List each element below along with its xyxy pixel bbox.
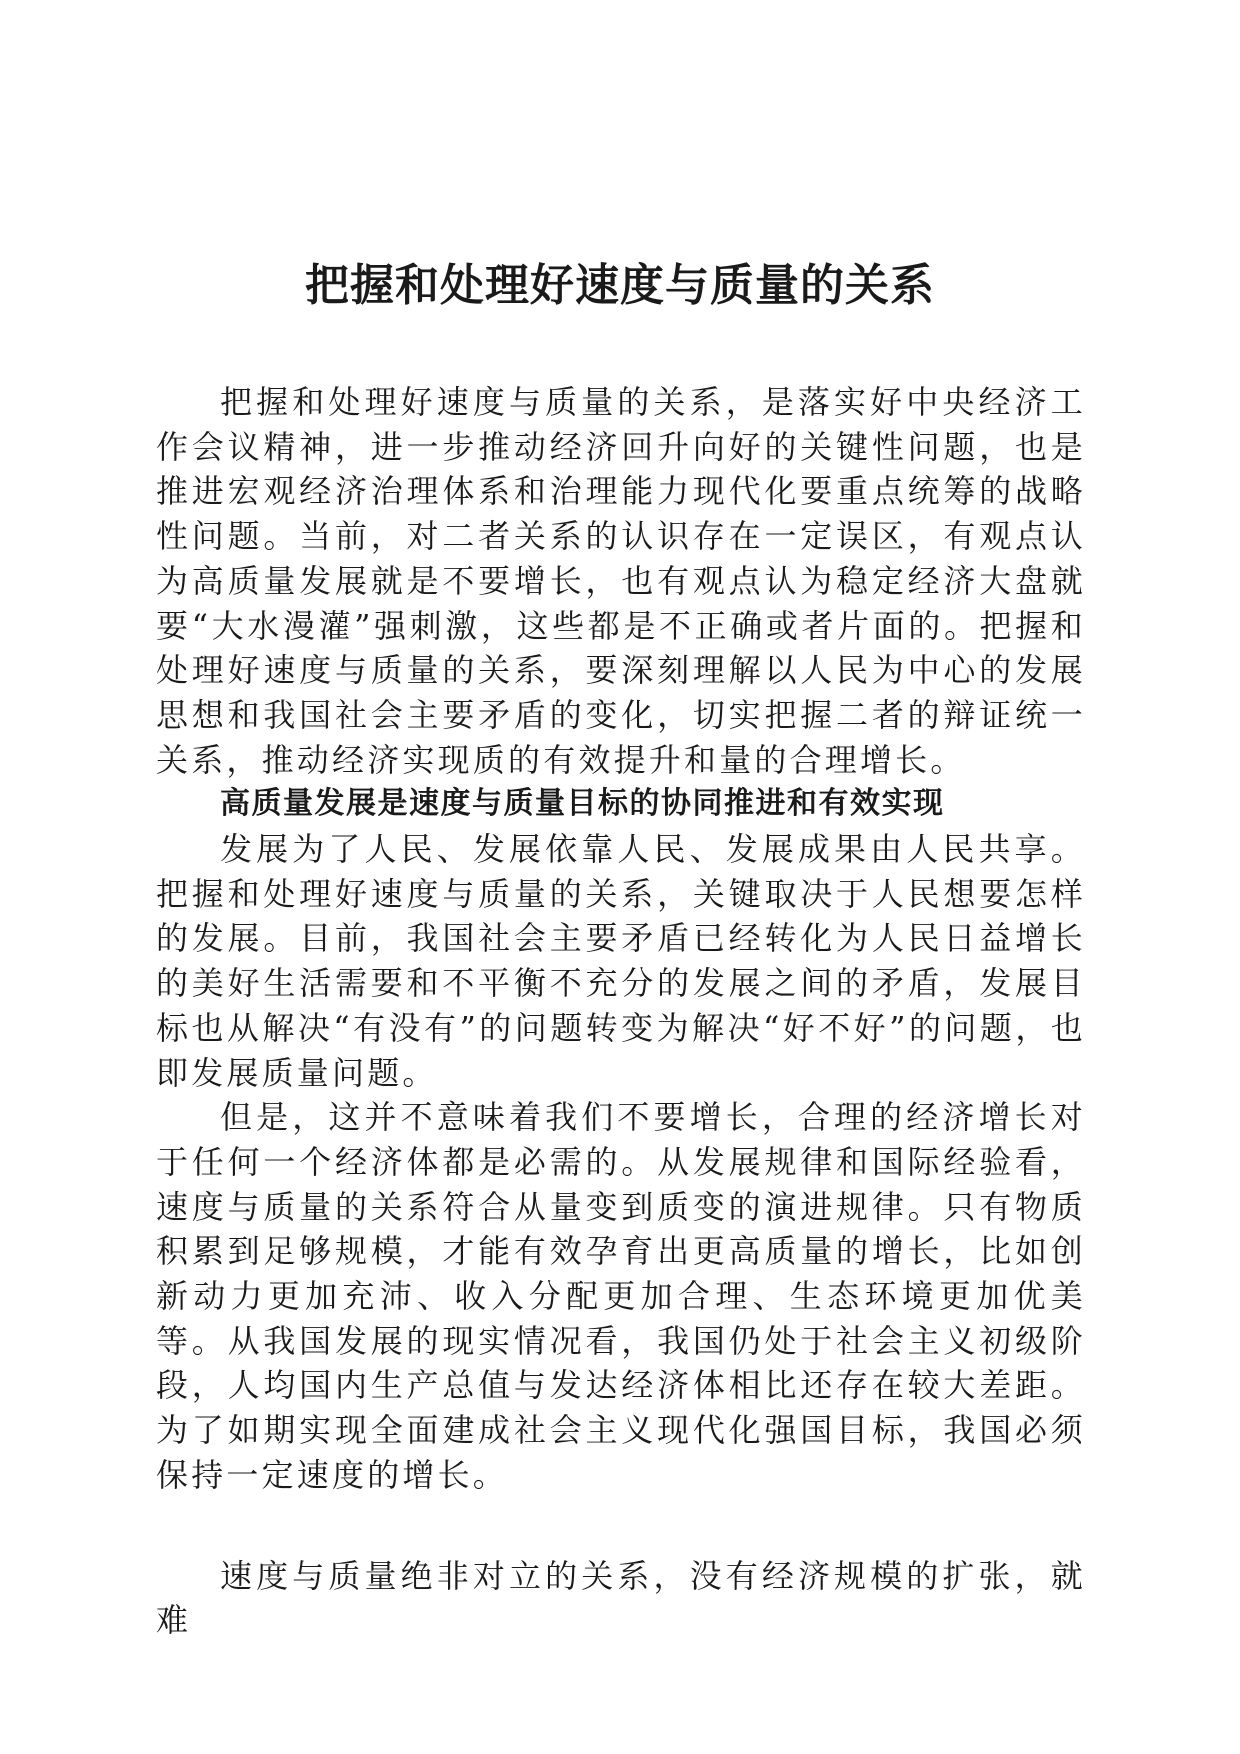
paragraph-continued: 速度与质量绝非对立的关系，没有经济规模的扩张，就难: [156, 1556, 1086, 1640]
paragraph-intro: 把握和处理好速度与质量的关系，是落实好中央经济工作会议精神，进一步推动经济回升向好的关键性问题，也是推进宏观经济治理体系和治理能力现代化要重点统筹的战略性问题。当前，对二者关系的认识存在一定误区，有观点认为高质量发展就是不要增长，也有观点认为稳定经济大盘就要“大水漫灌”强刺激，这些都是不正确或者片面的。把握和处理好速度与质量的关系，要深刻理解以人民为中心的发展思想和我国社会主要矛盾的变化，切实把握二者的辩证统一关系，推动经济实现质的有效提升和量的合理增长。: [156, 383, 1086, 779]
paragraph-growth: 但是，这并不意味着我们不要增长，合理的经济增长对于任何一个经济体都是必需的。从发展规律和国际经验看，速度与质量的关系符合从量变到质变的演进规律。只有物质积累到足够规模，才能有效孕育出更高质量的增长，比如创新动力更加充沛、收入分配更加合理、生态环境更加优美等。从我国发展的现实情况看，我国仍处于社会主义初级阶段，人均国内生产总值与发达经济体相比还存在较大差距。为了如期实现全面建成社会主义现代化强国目标，我国必须保持一定速度的增长。: [156, 1098, 1086, 1494]
paragraph-development: 发展为了人民、发展依靠人民、发展成果由人民共享。把握和处理好速度与质量的关系，关键取决于人民想要怎样的发展。目前，我国社会主要矛盾已经转化为人民日益增长的美好生活需要和不平衡不充分的发展之间的矛盾，发展目标也从解决“有没有”的问题转变为解决“好不好”的问题，也即发展质量问题。: [156, 830, 1086, 1092]
document-title: 把握和处理好速度与质量的关系: [305, 260, 935, 311]
paragraph-gap: [156, 1498, 1086, 1554]
document-body: [156, 380, 1086, 1643]
section-heading: 高质量发展是速度与质量目标的协同推进和有效实现: [220, 786, 945, 822]
